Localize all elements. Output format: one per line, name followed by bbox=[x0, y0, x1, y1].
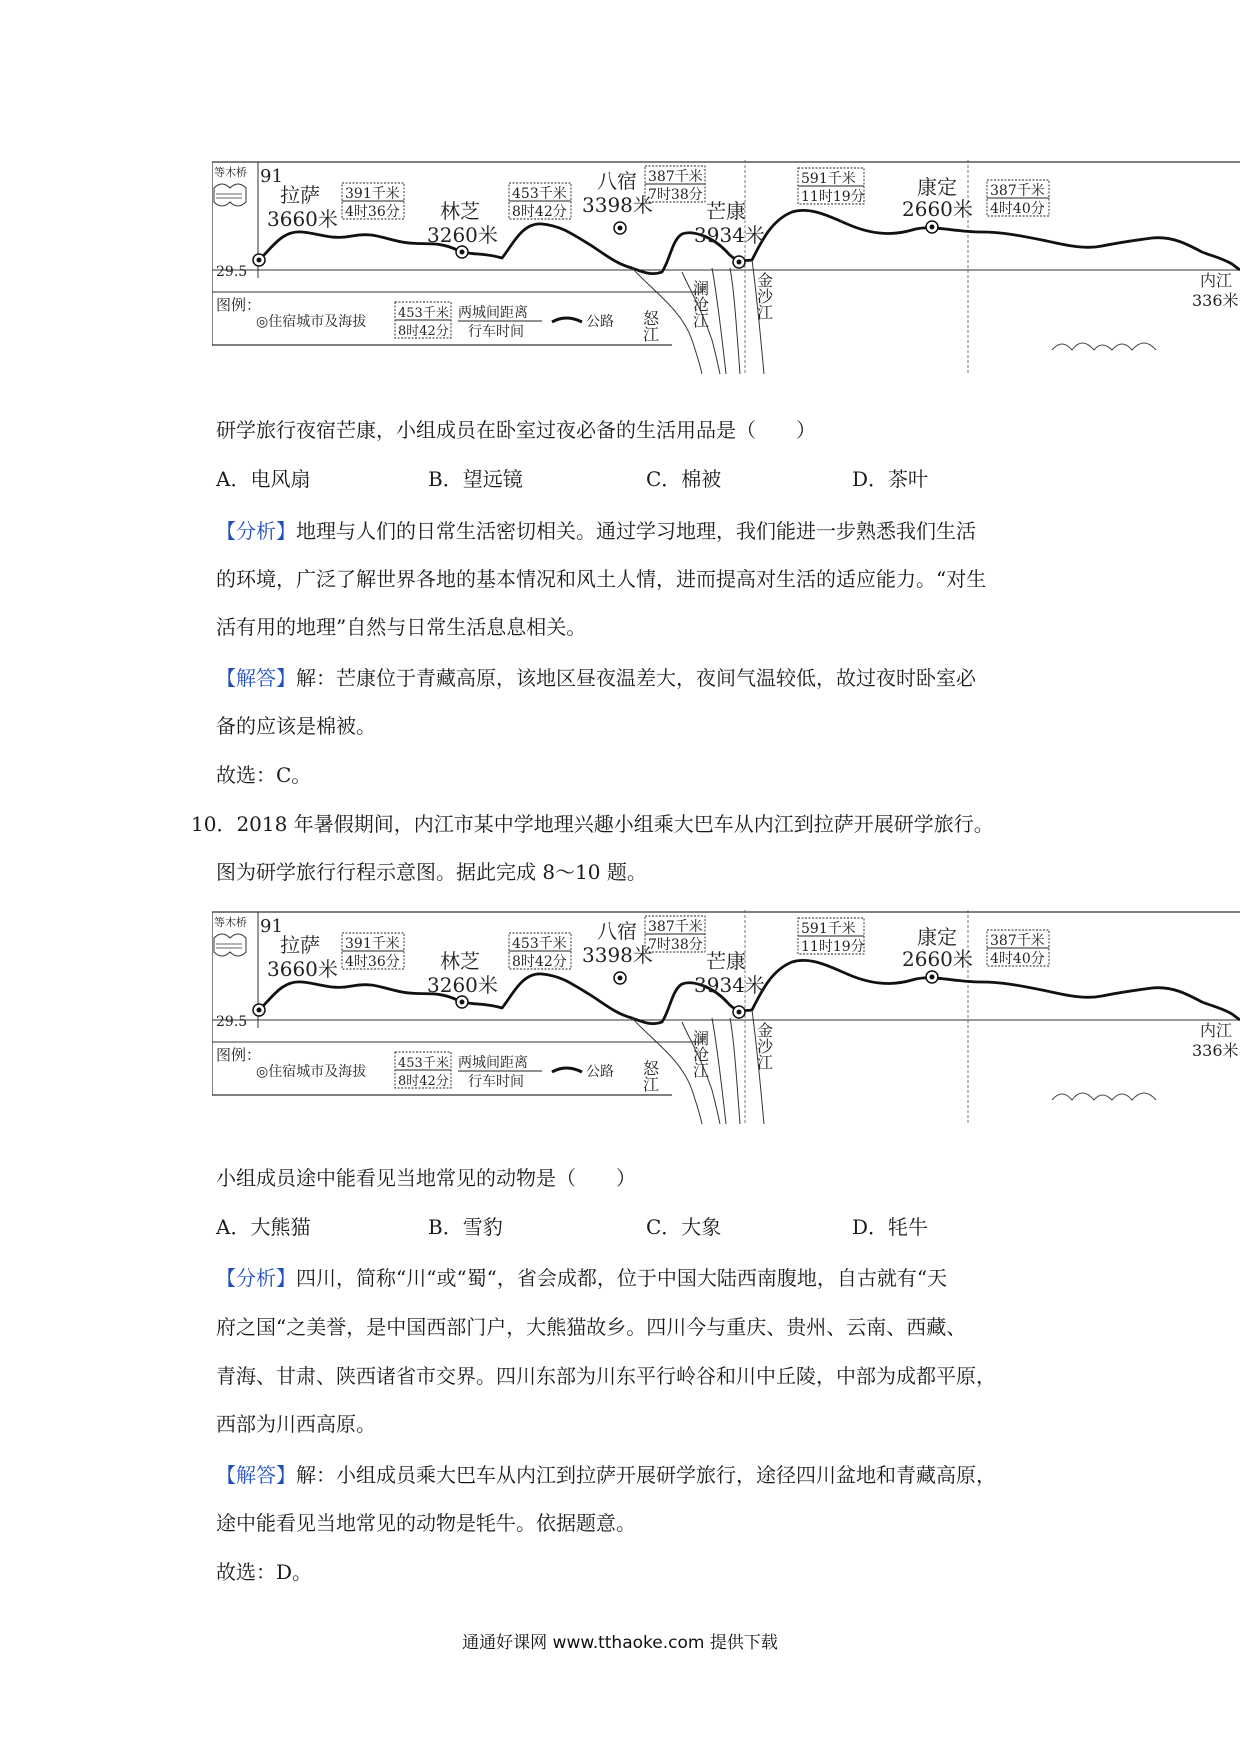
city-name: 八宿 bbox=[597, 919, 637, 943]
q9-option-d[interactable]: D．茶叶 bbox=[852, 467, 929, 491]
svg-text:387千米: 387千米 bbox=[990, 933, 1045, 949]
longitude-label: 91 bbox=[260, 166, 283, 187]
city-altitude: 3398米 bbox=[582, 193, 653, 217]
svg-text:453千米: 453千米 bbox=[398, 1056, 449, 1071]
q10-option-d[interactable]: D．牦牛 bbox=[852, 1215, 929, 1239]
longitude-label: 91 bbox=[260, 916, 283, 937]
svg-text:行车时间: 行车时间 bbox=[468, 1074, 524, 1090]
city-altitude: 2660米 bbox=[902, 947, 973, 971]
svg-text:两城间距离: 两城间距离 bbox=[458, 1055, 528, 1071]
route-map-figure bbox=[212, 910, 1240, 1124]
q10-option-c[interactable]: C．大象 bbox=[646, 1215, 722, 1239]
river-label: 澜沧江 bbox=[690, 1030, 710, 1078]
corner-label: 等木桥 bbox=[214, 916, 247, 929]
svg-text:◎住宿城市及海拔: ◎住宿城市及海拔 bbox=[256, 1064, 367, 1080]
q9-answer-line: 备的应该是棉被。 bbox=[216, 714, 376, 738]
question-10-stem: 图为研学旅行行程示意图。据此完成 8～10 题。 bbox=[216, 860, 647, 884]
city-name: 康定 bbox=[917, 175, 957, 199]
city-altitude: 3398米 bbox=[582, 943, 653, 967]
svg-text:11时19分: 11时19分 bbox=[801, 939, 865, 955]
city-altitude: 3660米 bbox=[267, 957, 338, 981]
svg-text:◎住宿城市及海拔: ◎住宿城市及海拔 bbox=[256, 314, 367, 330]
svg-text:图例：: 图例： bbox=[216, 296, 262, 314]
svg-text:11时19分: 11时19分 bbox=[801, 189, 865, 205]
svg-text:591千米: 591千米 bbox=[801, 171, 856, 187]
svg-text:387千米: 387千米 bbox=[990, 183, 1045, 199]
svg-text:7时38分: 7时38分 bbox=[648, 937, 703, 953]
svg-text:453千米: 453千米 bbox=[512, 936, 567, 952]
city-altitude: 336米 bbox=[1192, 1041, 1239, 1060]
city-name: 拉萨 bbox=[280, 933, 320, 957]
q10-analysis-line: 青海、甘肃、陕西诸省市交界。四川东部为川东平行岭谷和川中丘陵，中部为成都平原， bbox=[216, 1364, 996, 1388]
analysis-tag: 【分析】 bbox=[216, 519, 296, 543]
svg-text:8时42分: 8时42分 bbox=[398, 1074, 449, 1089]
svg-text:公路: 公路 bbox=[586, 1064, 614, 1080]
latitude-label: 29.5 bbox=[216, 264, 248, 280]
q10-answer-line: 【解答】解：小组成员乘大巴车从内江到拉萨开展研学旅行，途径四川盆地和青藏高原， bbox=[216, 1463, 996, 1487]
svg-text:387千米: 387千米 bbox=[648, 169, 703, 185]
map-legend bbox=[216, 296, 614, 340]
q10-option-a[interactable]: A．大熊猫 bbox=[216, 1215, 311, 1239]
q9-answer-line: 【解答】解：芒康位于青藏高原，该地区昼夜温差大，夜间气温较低，故过夜时卧室必 bbox=[216, 666, 976, 690]
latitude-label: 29.5 bbox=[216, 1014, 248, 1030]
answer-tag: 【解答】 bbox=[216, 1463, 296, 1487]
svg-text:公路: 公路 bbox=[586, 314, 614, 330]
segment-box bbox=[342, 933, 404, 970]
city-altitude: 3260米 bbox=[427, 973, 498, 997]
river-label: 怒江 bbox=[640, 1060, 660, 1092]
city-name: 内江 bbox=[1200, 1021, 1233, 1040]
segment-box bbox=[798, 918, 865, 955]
hill-shading bbox=[1052, 343, 1156, 350]
svg-text:图例：: 图例： bbox=[216, 1046, 262, 1064]
corner-icon bbox=[214, 184, 246, 206]
map-legend bbox=[216, 1046, 614, 1090]
svg-text:8时42分: 8时42分 bbox=[512, 204, 567, 220]
svg-text:4时40分: 4时40分 bbox=[990, 951, 1045, 967]
city-altitude: 336米 bbox=[1192, 291, 1239, 310]
segment-box bbox=[509, 933, 571, 970]
city-name: 八宿 bbox=[597, 169, 637, 193]
segment-box bbox=[645, 166, 705, 203]
q10-answer-line: 途中能看见当地常见的动物是牦牛。依据题意。 bbox=[216, 1511, 636, 1535]
city-altitude: 2660米 bbox=[902, 197, 973, 221]
city-altitude: 3934米 bbox=[694, 223, 765, 247]
question-9-stem: 研学旅行夜宿芒康，小组成员在卧室过夜必备的生活用品是（ ） bbox=[216, 418, 816, 442]
svg-text:4时40分: 4时40分 bbox=[990, 201, 1045, 217]
svg-text:391千米: 391千米 bbox=[345, 936, 400, 952]
segment-box bbox=[798, 168, 865, 205]
svg-text:8时42分: 8时42分 bbox=[398, 324, 449, 339]
q9-analysis-line: 活有用的地理”自然与日常生活息息相关。 bbox=[216, 615, 587, 639]
segment-box bbox=[987, 180, 1049, 217]
svg-text:行车时间: 行车时间 bbox=[468, 324, 524, 340]
q10-analysis-line: 西部为川西高原。 bbox=[216, 1412, 376, 1436]
svg-text:453千米: 453千米 bbox=[512, 186, 567, 202]
route-map bbox=[212, 910, 1240, 1124]
corner-icon bbox=[214, 934, 246, 956]
river-label: 怒江 bbox=[640, 310, 660, 342]
svg-text:7时38分: 7时38分 bbox=[648, 187, 703, 203]
city-name: 康定 bbox=[917, 925, 957, 949]
q10-analysis-line: 府之国“之美誉，是中国西部门户，大熊猫故乡。四川今与重庆、贵州、云南、西藏、 bbox=[216, 1315, 967, 1339]
river-lancang bbox=[712, 268, 726, 374]
svg-text:4时36分: 4时36分 bbox=[345, 204, 400, 220]
analysis-tag: 【分析】 bbox=[216, 1266, 296, 1290]
svg-text:两城间距离: 两城间距离 bbox=[458, 305, 528, 321]
city-altitude: 3660米 bbox=[267, 207, 338, 231]
q10-option-b[interactable]: B．雪豹 bbox=[428, 1215, 503, 1239]
q9-option-c[interactable]: C．棉被 bbox=[646, 467, 722, 491]
city-name: 林芝 bbox=[440, 949, 480, 973]
city-name: 芒康 bbox=[706, 199, 746, 223]
city-name: 芒康 bbox=[706, 949, 746, 973]
q9-analysis-line: 的环境，广泛了解世界各地的基本情况和风土人情，进而提高对生活的适应能力。“对生 bbox=[216, 567, 987, 591]
svg-text:387千米: 387千米 bbox=[648, 919, 703, 935]
segment-box bbox=[342, 183, 404, 220]
river-label: 金沙江 bbox=[754, 1022, 774, 1070]
route-map-figure bbox=[212, 160, 1240, 374]
segment-box bbox=[509, 183, 571, 220]
question-10-prompt: 小组成员途中能看见当地常见的动物是（ ） bbox=[216, 1166, 636, 1190]
q9-choice: 故选：C。 bbox=[216, 763, 312, 787]
q10-choice: 故选：D。 bbox=[216, 1560, 313, 1584]
city-name: 拉萨 bbox=[280, 183, 320, 207]
city-name: 林芝 bbox=[440, 199, 480, 223]
answer-tag: 【解答】 bbox=[216, 666, 296, 690]
river-label: 金沙江 bbox=[754, 272, 774, 320]
corner-label: 等木桥 bbox=[214, 166, 247, 179]
page-footer: 通通好课网 www.tthaoke.com 提供下载 bbox=[462, 1633, 778, 1653]
svg-text:4时36分: 4时36分 bbox=[345, 954, 400, 970]
question-10-stem: 10．2018 年暑假期间，内江市某中学地理兴趣小组乘大巴车从内江到拉萨开展研学旅行。 bbox=[191, 812, 994, 836]
city-altitude: 3260米 bbox=[427, 223, 498, 247]
q9-analysis-line: 【分析】地理与人们的日常生活密切相关。通过学习地理，我们能进一步熟悉我们生活 bbox=[216, 519, 976, 543]
route-map bbox=[212, 160, 1240, 374]
svg-text:591千米: 591千米 bbox=[801, 921, 856, 937]
svg-text:8时42分: 8时42分 bbox=[512, 954, 567, 970]
river-label: 澜沧江 bbox=[690, 280, 710, 328]
svg-text:391千米: 391千米 bbox=[345, 186, 400, 202]
segment-box bbox=[645, 916, 705, 953]
svg-text:453千米: 453千米 bbox=[398, 306, 449, 321]
q9-option-b[interactable]: B．望远镜 bbox=[428, 467, 523, 491]
city-name: 内江 bbox=[1200, 271, 1233, 290]
city-altitude: 3934米 bbox=[694, 973, 765, 997]
q9-option-a[interactable]: A．电风扇 bbox=[216, 467, 311, 491]
q10-analysis-line: 【分析】四川，简称“川“或“蜀“，省会成都，位于中国大陆西南腹地，自古就有“天 bbox=[216, 1266, 948, 1290]
segment-box bbox=[987, 930, 1049, 967]
